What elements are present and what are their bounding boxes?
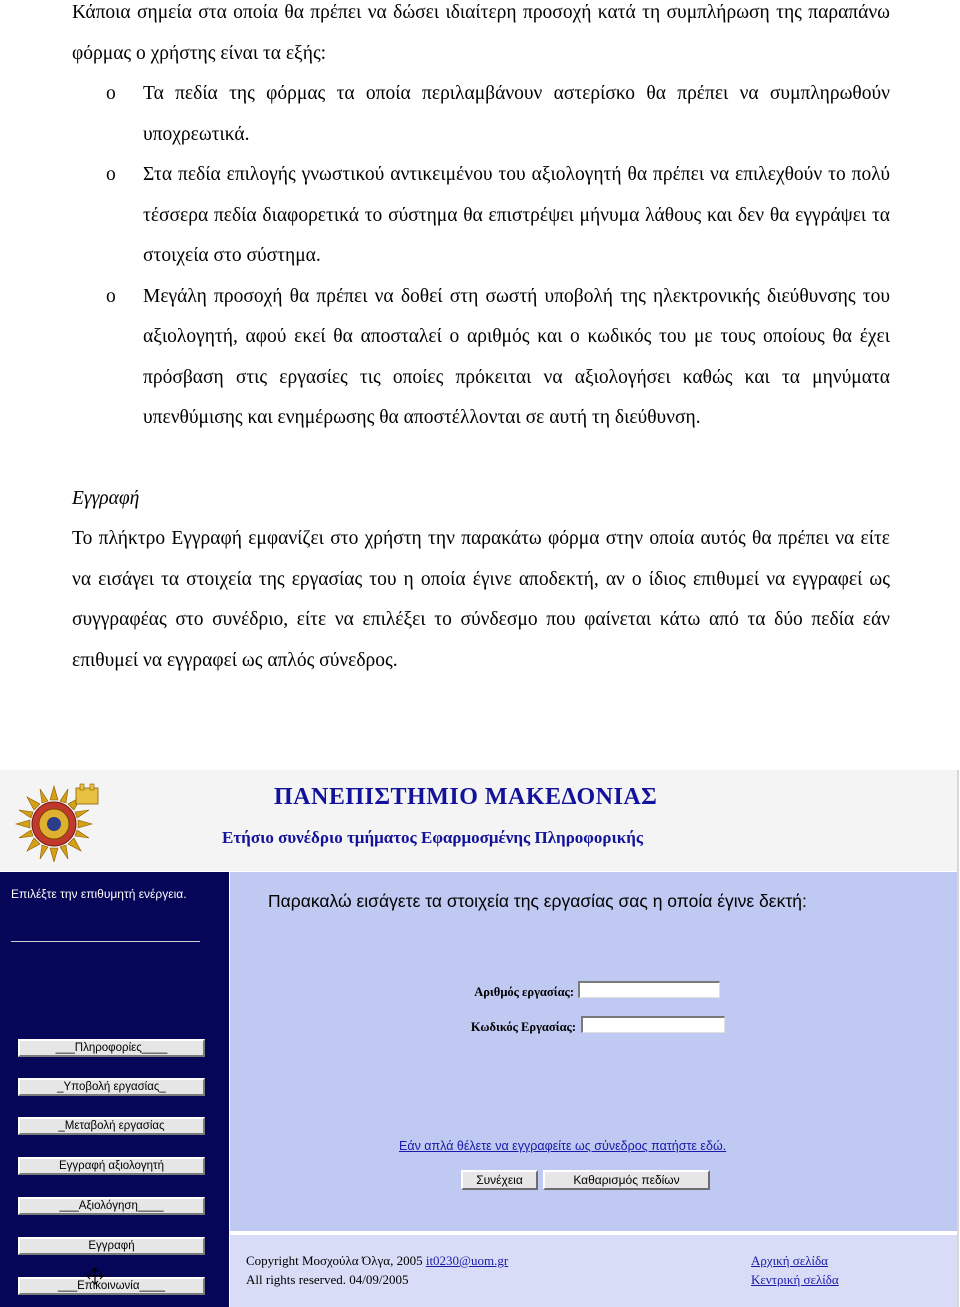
- paper-number-input[interactable]: [578, 981, 720, 998]
- note-text: Μεγάλη προσοχή θα πρέπει να δοθεί στη σωστή υποβολή της ηλεκτρονικής διεύθυνσης του αξιολογητή, αφού εκεί θα αποσταλεί ο αριθμός και ο κωδικός του με τους οποίους θα έχει πρόσβαση στις εργασίες τις οποίες πρόκειται να αξιολογήσει καθώς και τα μηνύματα υπενθύμισης και ενημέρωσης θα αποστέλλονται σε αυτή τη διεύθυνση.: [143, 285, 890, 428]
- bullet-marker: o: [106, 83, 116, 104]
- rights-line: All rights reserved. 04/09/2005: [246, 1272, 409, 1287]
- menu-button-submit-paper[interactable]: _Υποβολή εργασίας_: [18, 1078, 205, 1096]
- sidebar-prompt: Επιλέξτε την επιθυμητή ενέργεια.: [11, 887, 187, 901]
- main-page-link[interactable]: Κεντρική σελίδα: [751, 1272, 839, 1287]
- menu-button-registration[interactable]: Εγγραφή: [18, 1237, 205, 1255]
- intro-paragraph: Κάποια σημεία στα οποία θα πρέπει να δώσει ιδιαίτερη προσοχή κατά τη συμπλήρωση της παραπάνω φόρμας ο χρήστης είναι τα εξής:: [72, 2, 890, 64]
- menu-button-info[interactable]: ___Πληροφορίες____: [18, 1039, 205, 1057]
- email-link[interactable]: it0230@uom.gr: [425, 1253, 509, 1268]
- notes-list: [72, 74, 890, 439]
- sidebar: [0, 872, 229, 1307]
- site-footer: [230, 1235, 957, 1307]
- copyright-text: Copyright Μοσχούλα Όλγα, 2005: [246, 1253, 423, 1268]
- note-item: [72, 74, 890, 155]
- continue-button[interactable]: Συνέχεια: [461, 1170, 538, 1190]
- conference-title: Ετήσιο συνέδριο τμήματος Εφαρμοσμένης Πληροφορικής: [222, 828, 644, 847]
- note-text: Στα πεδία επιλογής γνωστικού αντικειμένου του αξιολογητή θα πρέπει να επιλεχθούν το πολύ τέσσερα πεδία διαφορετικά το σύστημα θα επιστρέψει μήνυμα λάθους και δεν θα εγγράψει τα στοιχεία στο σύστημα.: [143, 164, 890, 266]
- registration-form-panel: [230, 872, 957, 1231]
- university-title: ΠΑΝΕΠΙΣΤΗΜΙΟ ΜΑΚΕΔΟΝΙΑΣ: [274, 784, 658, 810]
- clear-fields-button[interactable]: Καθαρισμός πεδίων: [543, 1170, 710, 1190]
- paper-code-input[interactable]: [581, 1016, 725, 1033]
- university-logo-icon: [14, 782, 104, 862]
- attendee-registration-link[interactable]: Εάν απλά θέλετε να εγγραφείτε ως σύνεδρος πατήστε εδώ.: [399, 1139, 727, 1153]
- note-item: [72, 277, 890, 439]
- bullet-marker: o: [106, 164, 116, 185]
- menu-button-review[interactable]: ___Αξιολόγηση____: [18, 1197, 205, 1215]
- document-body: [72, 0, 890, 681]
- menu-button-register-reviewer[interactable]: Εγγραφή αξιολογητή: [18, 1157, 205, 1175]
- site-banner: [0, 770, 957, 871]
- section-paragraph: Το πλήκτρο Εγγραφή εμφανίζει στο χρήστη την παρακάτω φόρμα στην οποία αυτός θα πρέπει να είτε να εισάγει τα στοιχεία της εργασίας του η οποία έγινε αποδεκτή, αν ο ίδιος επιθυμεί να εγγραφεί ως συγγραφέας στο συνέδριο, είτε να επιλέξει το σύνδεσμο που φαίνεται κάτω από τα δύο πεδία εάν επιθυμεί να εγγραφεί ως απλός σύνεδρος.: [72, 528, 890, 671]
- note-text: Τα πεδία της φόρμας τα οποία περιλαμβάνουν αστερίσκο θα πρέπει να συμπληρωθούν υποχρεωτικά.: [143, 83, 890, 145]
- sidebar-divider: [11, 941, 200, 942]
- menu-button-contact[interactable]: ___Επικοινωνία____: [18, 1277, 205, 1295]
- home-page-link[interactable]: Αρχική σελίδα: [751, 1253, 828, 1268]
- bullet-marker: o: [106, 285, 116, 307]
- menu-button-modify-paper[interactable]: _Μεταβολή εργασίας: [18, 1117, 205, 1135]
- copyright-line: [246, 1253, 508, 1269]
- form-heading: Παρακαλώ εισάγετε τα στοιχεία της εργασίας σας η οποία έγινε δεκτή:: [268, 891, 807, 911]
- paper-code-label: Κωδικός Εργασίας:: [470, 1020, 576, 1034]
- paper-number-label: Αριθμός εργασίας:: [474, 985, 574, 999]
- section-title: Εγγραφή: [72, 487, 140, 509]
- note-item: [72, 155, 890, 277]
- registration-page-screenshot: [0, 770, 959, 1307]
- move-cursor-icon: [86, 1267, 104, 1285]
